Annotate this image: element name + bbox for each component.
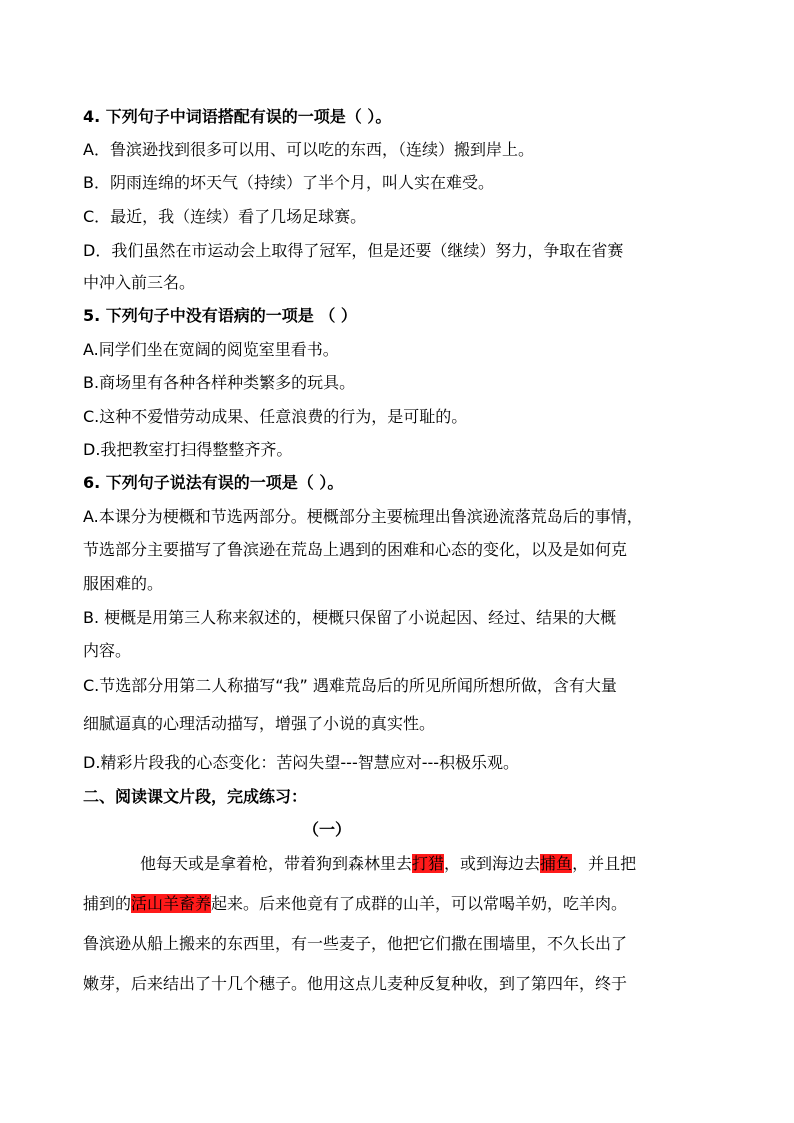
q6-stem: 6. 下列句子说法有误的一项是（ ）。	[83, 473, 344, 492]
q5-stem: 5. 下列句子中没有语病的一项是 （ ）	[83, 306, 357, 325]
q5-option-d: D.我把教室打扫得整整齐齐。	[83, 440, 293, 459]
passage-line-2	[83, 893, 723, 915]
passage-text: 捕到的	[83, 894, 132, 913]
highlight-fishing: 捕鱼	[540, 854, 573, 873]
passage-text: 他每天或是拿着枪，带着狗到森林里去	[140, 854, 413, 873]
section-subtitle: （一）	[303, 820, 352, 839]
q5-option-a: A.同学们坐在宽阔的阅览室里看书。	[83, 340, 339, 359]
q4-option-d-cont: 中冲入前三名。	[83, 273, 196, 292]
q6-option-a-cont2: 服困难的。	[83, 574, 164, 593]
q6-option-c: C.节选部分用第二人称描写“我” 遇难荒岛后的所见所闻所想所做，含有大量	[83, 676, 617, 695]
q5-option-c: C.这种不爱惜劳动成果、任意浪费的行为，是可耻的。	[83, 407, 468, 426]
q6-option-a-cont1: 节选部分主要描写了鲁滨逊在荒岛上遇到的困难和心态的变化，以及是如何克	[83, 540, 628, 559]
q6-option-a: A.本课分为梗概和节选两部分。梗概部分主要梳理出鲁滨逊流落荒岛后的事情，	[83, 507, 643, 526]
passage-line-1	[140, 853, 730, 875]
passage-text: ，并且把	[572, 854, 637, 873]
q5-option-b: B.商场里有各种各样种类繁多的玩具。	[83, 373, 356, 392]
q4-option-d: D．我们虽然在市运动会上取得了冠军，但是还要（继续）努力，争取在省赛	[83, 241, 624, 260]
q6-option-c-cont: 细腻逼真的心理活动描写，增强了小说的真实性。	[83, 714, 436, 733]
q4-option-a: A．鲁滨逊找到很多可以用、可以吃的东西，（连续）搬到岸上。	[83, 140, 534, 159]
passage-line-3: 鲁滨逊从船上搬来的东西里，有一些麦子，他把它们撒在围墙里，不久长出了	[83, 934, 628, 953]
q4-option-c: C．最近，我（连续）看了几场足球赛。	[83, 207, 367, 226]
q6-option-b: B. 梗概是用第三人称来叙述的，梗概只保留了小说起因、经过、结果的大概	[83, 608, 617, 627]
section-title: 二、阅读课文片段，完成练习：	[83, 787, 308, 806]
q4-stem: 4. 下列句子中词语搭配有误的一项是（ ）。	[83, 107, 392, 126]
q6-option-b-cont: 内容。	[83, 641, 132, 660]
q6-option-d: D.精彩片段我的心态变化：苦闷失望---智慧应对---积极乐观。	[83, 753, 520, 772]
highlight-hunting: 打猎	[412, 854, 445, 873]
passage-text: ，或到海边去	[444, 854, 541, 873]
q4-option-b: B．阴雨连绵的坏天气（持续）了半个月，叫人实在难受。	[83, 173, 494, 192]
passage-line-4: 嫩芽，后来结出了十几个穗子。他用这点儿麦种反复种收，到了第四年，终于	[83, 974, 628, 993]
highlight-goat-raising: 活山羊畜养	[131, 894, 212, 913]
passage-text: 起来。后来他竟有了成群的山羊，可以常喝羊奶，吃羊肉。	[211, 894, 628, 913]
